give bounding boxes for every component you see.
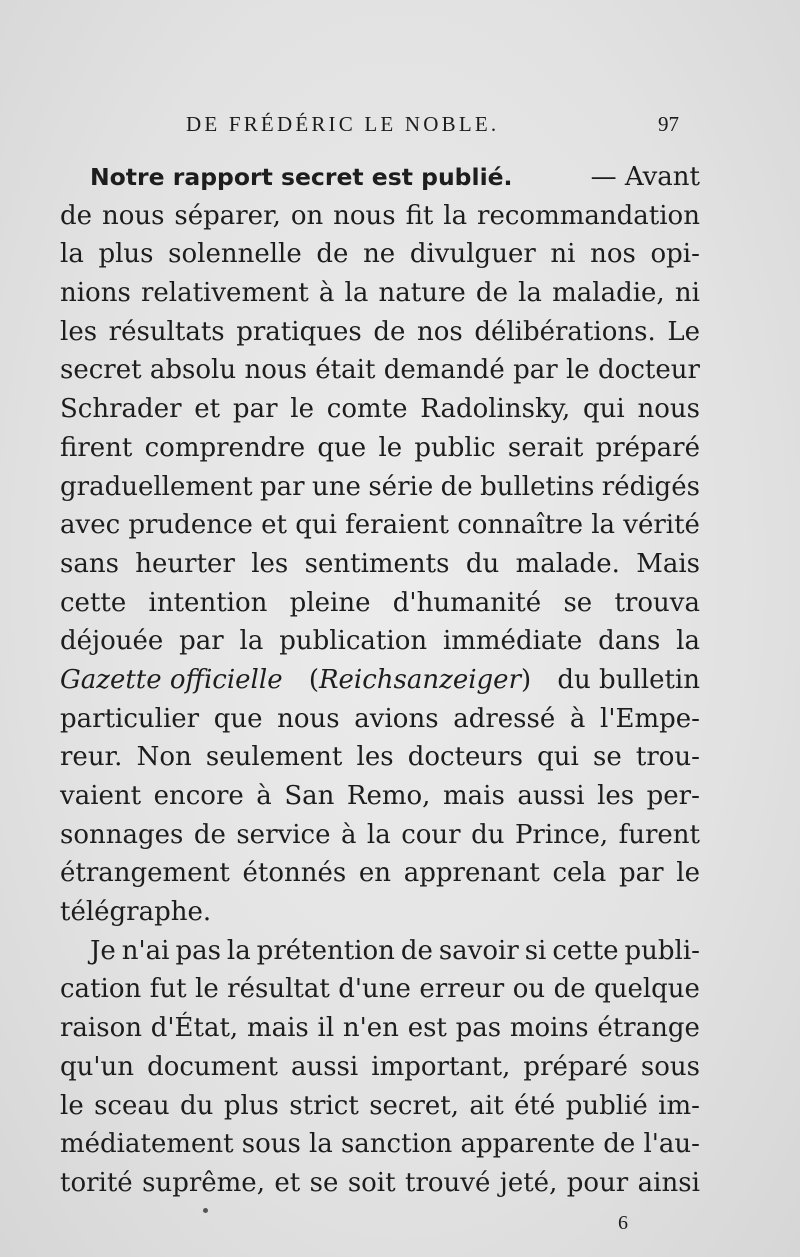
word: ainsi [637, 1167, 700, 1198]
word: le [195, 974, 219, 1005]
word: jeté, [499, 1167, 558, 1198]
word: adressé [453, 703, 556, 734]
word: qui [583, 394, 625, 425]
word: secret [60, 355, 142, 386]
word: Le [667, 316, 700, 347]
text-line [60, 390, 700, 429]
word: télégraphe. [60, 897, 212, 928]
signature-mark: 6 [618, 1212, 628, 1234]
text-line [60, 932, 700, 971]
word: mais [442, 781, 505, 811]
word: préparé [523, 1051, 628, 1082]
word: série [368, 471, 434, 502]
word: nous [101, 200, 165, 231]
word: feraient [345, 510, 449, 541]
word: ait [469, 1090, 504, 1121]
word: publi- [624, 935, 700, 966]
word: publié [565, 1090, 648, 1121]
word: on [290, 200, 324, 231]
word: que [213, 703, 263, 734]
word: trouva [614, 587, 700, 618]
italic-reichsanzeiger: Reichsanzeiger [318, 664, 522, 695]
paragraph-block [60, 932, 700, 1203]
word: du [465, 548, 500, 579]
word: important, [371, 1051, 511, 1082]
word: cation [60, 974, 142, 1005]
word: nions [60, 278, 131, 309]
word: de [603, 1129, 636, 1160]
word: de [440, 471, 473, 502]
word: de [60, 200, 93, 231]
word: furent [618, 819, 700, 850]
word: Radolinsky, [420, 394, 571, 425]
word: le [60, 1090, 84, 1121]
word: les [597, 781, 635, 811]
text-line [60, 970, 700, 1009]
word: et [261, 510, 287, 541]
text-line [60, 622, 700, 661]
word: avec [60, 510, 121, 541]
word: étrange [597, 1013, 700, 1044]
word: service [236, 819, 331, 850]
page-number: 97 [658, 112, 679, 136]
word: opi- [650, 239, 700, 270]
word: de [400, 935, 433, 966]
word: trouvé [405, 1167, 491, 1198]
word: par [618, 858, 664, 889]
line-text: du bulletin [557, 664, 700, 695]
word: nous [244, 355, 307, 386]
word: absolu [149, 355, 237, 386]
word: délibérations. [474, 316, 656, 347]
word: du [180, 1090, 214, 1121]
word: fit [405, 200, 434, 231]
word: de [373, 316, 406, 347]
word: l'au- [643, 1129, 700, 1160]
word: se [593, 742, 622, 773]
word: sans [60, 548, 119, 579]
word: se [563, 587, 593, 618]
word: apparente [460, 1129, 596, 1160]
word: de [193, 819, 226, 850]
paragraph-block [60, 700, 700, 932]
text-line [60, 738, 700, 777]
text-line [60, 1087, 700, 1126]
word: pour [566, 1167, 629, 1198]
word: savoir [438, 935, 519, 966]
word: ne [363, 239, 396, 270]
text-line [60, 1009, 700, 1048]
text-line-gazette: Gazette officielle (Reichsanzeiger) du bulletin [60, 661, 700, 700]
word: vérité [623, 510, 700, 541]
word: Non [136, 742, 192, 773]
word: fut [149, 974, 187, 1005]
word: sentiments [304, 548, 450, 579]
word: nous [277, 703, 340, 734]
word: mais [246, 1013, 309, 1044]
word: trou- [635, 742, 700, 773]
word: sonnages [60, 819, 184, 850]
word: sous [241, 1129, 301, 1160]
word: le [565, 355, 590, 386]
text-line [60, 545, 700, 584]
text-line [60, 351, 700, 390]
word: du [471, 819, 505, 850]
ink-dot [203, 1208, 208, 1213]
word: à [569, 703, 586, 734]
italic-gazette: Gazette officielle [60, 664, 283, 695]
text-line [60, 777, 700, 816]
word: pratiques [236, 316, 362, 347]
text-line [60, 468, 700, 507]
word: relativement [140, 278, 309, 309]
word: le [378, 432, 403, 463]
word: déjouée [60, 626, 164, 657]
word: est [407, 1013, 447, 1044]
word: intention [148, 587, 268, 618]
word: ni [550, 239, 576, 270]
text-line [60, 700, 700, 739]
text-line [60, 235, 700, 274]
word: sous [640, 1051, 700, 1082]
word: nos [590, 239, 636, 270]
word: l'Empe- [600, 703, 700, 734]
word: cela [552, 858, 607, 889]
word: été [514, 1090, 556, 1121]
word: cour [401, 819, 461, 850]
word: de [553, 974, 586, 1005]
word: plus [223, 1090, 279, 1121]
word: torité [60, 1167, 133, 1198]
word: les [356, 742, 394, 773]
word: il [317, 1013, 335, 1044]
word: Mais [636, 548, 700, 579]
word: apprenant [403, 858, 540, 889]
word: cette [60, 587, 127, 618]
word: particulier [60, 703, 200, 734]
word: solennelle [168, 239, 302, 270]
word: connaître [457, 510, 583, 541]
word: à [256, 781, 272, 811]
text-line [60, 584, 700, 623]
word: maladie, [552, 278, 665, 309]
word: par [232, 394, 278, 425]
text-line [60, 429, 700, 468]
word: la [676, 626, 700, 657]
word: immédiate [442, 626, 583, 657]
word: comprendre [144, 432, 306, 463]
word: dans [598, 626, 661, 657]
word: Remo, [346, 781, 431, 811]
word: d'une [338, 974, 411, 1005]
word: strict [289, 1090, 359, 1121]
word: recommandation [477, 200, 700, 231]
text-line [60, 893, 700, 932]
word: secret, [369, 1090, 460, 1121]
section-heading: Notre rapport secret est publié. [90, 163, 513, 191]
word: aussi [290, 1051, 359, 1082]
paragraph-block [60, 197, 700, 661]
word: la [226, 935, 251, 966]
word: qu'un [60, 1051, 135, 1082]
word: une [312, 471, 361, 502]
word: était [315, 355, 376, 386]
word: im- [658, 1090, 700, 1121]
word: document [147, 1051, 278, 1082]
word: prudence [128, 510, 253, 541]
word: soit [347, 1167, 396, 1198]
word: et [274, 1167, 301, 1198]
word: qui [295, 510, 337, 541]
word: d'État, [150, 1013, 239, 1044]
word: en [358, 858, 392, 889]
word: de [316, 239, 349, 270]
running-head [0, 112, 800, 142]
word: per- [646, 781, 700, 811]
word: publication [279, 626, 428, 657]
word: les [60, 316, 98, 347]
word: nous [637, 394, 700, 425]
word: que [317, 432, 367, 463]
word: vaient [60, 781, 142, 811]
word: d'humanité [392, 587, 542, 618]
word: préparé [595, 432, 700, 463]
word: heurter [135, 548, 235, 579]
word: bulletins [480, 471, 595, 502]
word: par [179, 626, 224, 657]
word: les [251, 548, 289, 579]
word: n'en [342, 1013, 399, 1044]
word: séparer, [174, 200, 281, 231]
word: public [414, 432, 496, 463]
text-line [60, 313, 700, 352]
word: le [676, 858, 700, 889]
word: San [284, 781, 335, 811]
word: médiatement [60, 1129, 234, 1160]
word: la [308, 1129, 333, 1160]
word: docteurs [407, 742, 523, 773]
word: nous [333, 200, 396, 231]
word: se [309, 1167, 339, 1198]
word: quelque [594, 974, 700, 1005]
word: la [60, 239, 84, 270]
word: sceau [94, 1090, 170, 1121]
word: la [366, 819, 391, 850]
word: par [260, 471, 305, 502]
text-line [60, 158, 700, 197]
word: Prince, [514, 819, 609, 850]
word: docteur [598, 355, 700, 386]
text-line [60, 854, 700, 893]
word: encore [153, 781, 244, 811]
text-line [60, 197, 700, 236]
word: pleine [289, 587, 371, 618]
word: erreur [419, 974, 505, 1005]
word: comte [326, 394, 408, 425]
word: Schrader [60, 394, 182, 425]
word: prétention [256, 935, 395, 966]
word: firent [60, 432, 133, 463]
word: qui [537, 742, 579, 773]
word: résultats [108, 316, 225, 347]
word: de [475, 278, 508, 309]
word: par [513, 355, 558, 386]
word: aussi [517, 781, 585, 811]
word: à [340, 819, 357, 850]
text-line [60, 274, 700, 313]
word: la [443, 200, 468, 231]
text-line [60, 1164, 700, 1203]
word: la [239, 626, 264, 657]
word: graduellement [60, 471, 253, 502]
word: demandé [383, 355, 505, 386]
text-line [60, 1048, 700, 1087]
word: reur. [60, 742, 123, 773]
word: serait [507, 432, 584, 463]
word: résultat [227, 974, 330, 1005]
word: rédigés [601, 471, 700, 502]
word: la [518, 278, 542, 309]
running-title: DE FRÉDÉRIC LE NOBLE. [186, 112, 500, 136]
word: nature [378, 278, 466, 309]
word: n'ai [121, 935, 170, 966]
word: pas [175, 935, 221, 966]
word: suprême, [142, 1167, 265, 1198]
word: avions [354, 703, 439, 734]
word: à [318, 278, 335, 309]
word: sanction [340, 1129, 453, 1160]
word: et [194, 394, 221, 425]
word: étrangement [60, 858, 230, 889]
word: ou [512, 974, 546, 1005]
text-line [60, 816, 700, 855]
word: pas [455, 1013, 502, 1044]
word: la [344, 278, 369, 309]
word: le [290, 394, 314, 425]
text-line [60, 506, 700, 545]
body-text [60, 158, 700, 1203]
word: plus [98, 239, 154, 270]
word: seulement [205, 742, 343, 773]
word: moins [509, 1013, 589, 1044]
word: malade. [515, 548, 620, 579]
word: nos [416, 316, 463, 347]
line-text: — Avant [590, 162, 700, 192]
word: ni [674, 278, 700, 309]
word: raison [60, 1013, 142, 1044]
word: étonnés [242, 858, 347, 889]
word: cette [552, 935, 619, 966]
word: si [524, 935, 547, 966]
word: divulguer [409, 239, 536, 270]
word: Je [90, 935, 116, 966]
text-line [60, 1125, 700, 1164]
word: la [591, 510, 616, 541]
